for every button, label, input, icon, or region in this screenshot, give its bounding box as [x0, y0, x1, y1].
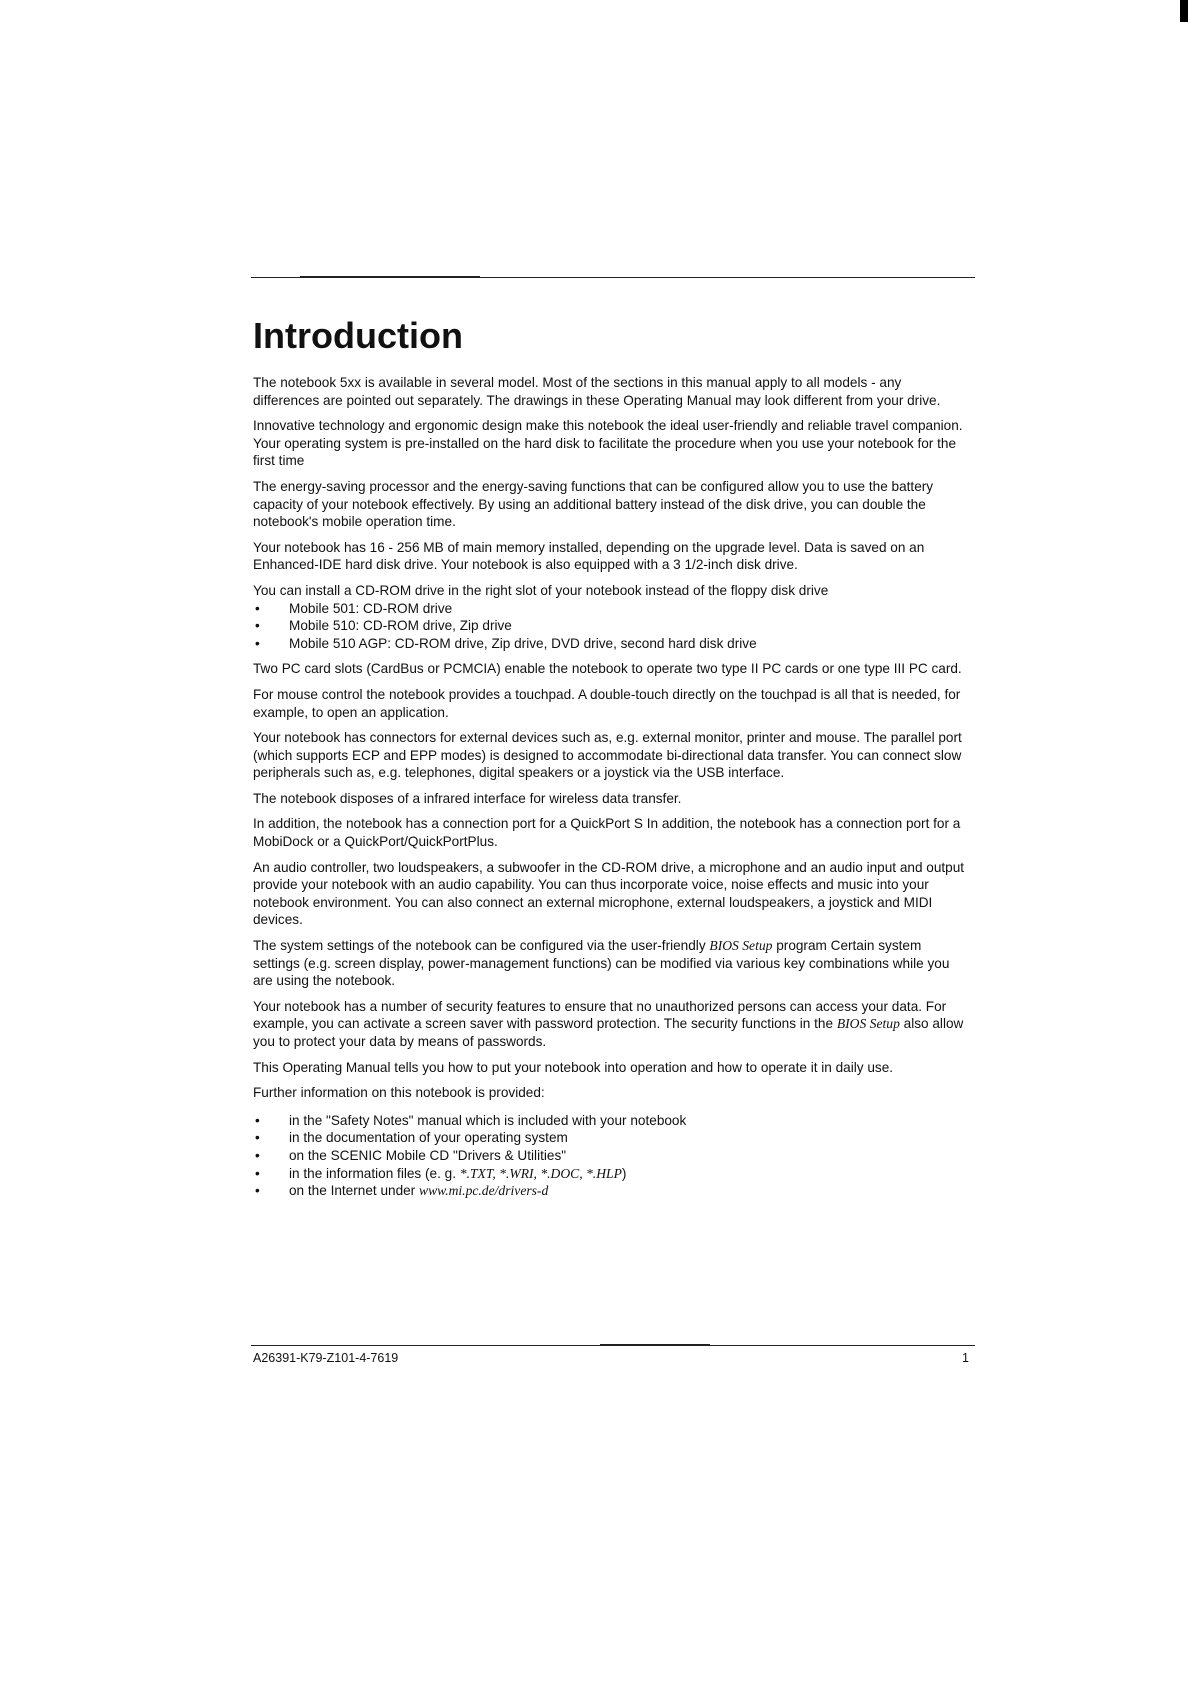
- paragraph-connectors: Your notebook has connectors for external devices such as, e.g. external monitor, printer and mouse. The parallel port (which supports ECP and EPP modes) is designed to accommodate bi-directional data transfer. You can connect slow peripherals such as, e.g. telephones, digital speakers or a joystick via the USB interface.: [253, 730, 962, 781]
- paragraph-infrared: The notebook disposes of a infrared interface for wireless data transfer.: [253, 790, 682, 806]
- page-content: [253, 314, 965, 1208]
- list-item: • on the Internet under www.mi.pc.de/drivers-d: [255, 1183, 549, 1199]
- bullet-icon: •: [255, 1165, 260, 1181]
- list-item: • in the "Safety Notes" manual which is included with your notebook: [255, 1112, 687, 1128]
- list-item: • in the documentation of your operating system: [255, 1130, 568, 1146]
- paragraph-manual: This Operating Manual tells you how to put your notebook into operation and how to operate it in daily use.: [253, 1059, 894, 1075]
- bullet-icon: •: [255, 1147, 260, 1163]
- bullet-icon: •: [255, 1112, 260, 1128]
- list-item: • on the SCENIC Mobile CD "Drivers & Utilities": [255, 1147, 567, 1163]
- list-item: • in the information files (e. g. *.TXT, *.WRI, *.DOC, *.HLP): [255, 1165, 627, 1181]
- bullet-icon: •: [255, 600, 260, 616]
- scan-edge-mark: [1180, 0, 1188, 22]
- paragraph-touchpad: For mouse control the notebook provides a touchpad. A double-touch directly on the touchpad is all that is needed, for example, to open an application.: [253, 686, 961, 720]
- document-number: A26391-K79-Z101-4-7619: [253, 1351, 399, 1365]
- paragraph-security: Your notebook has a number of security features to ensure that no unauthorized persons can access your data. For example, you can activate a screen saver with password protection. The security functions in the BIOS Setup also allow you to protect your data by means of passwords.: [253, 998, 964, 1049]
- paragraph-memory: Your notebook has 16 - 256 MB of main memory installed, depending on the upgrade level. Data is saved on an Enhanced-IDE hard disk drive. Your notebook is also equipped with a 3 1/2-inch disk drive.: [253, 539, 925, 573]
- paragraph-design: Innovative technology and ergonomic design make this notebook the ideal user-friendly and reliable travel companion. Your operating system is pre-installed on the hard disk to facilitate the procedure when you use your notebook for the first time: [253, 418, 963, 469]
- bullet-icon: •: [255, 1130, 260, 1146]
- list-item: • Mobile 510 AGP: CD-ROM drive, Zip drive, DVD drive, second hard disk drive: [255, 635, 757, 651]
- paragraph-energy: The energy-saving processor and the energy-saving functions that can be configured allow you to use the battery capacity of your notebook effectively. By using an additional battery instead of the disk drive, you can double the notebook's mobile operation time.: [253, 478, 934, 530]
- bullet-icon: •: [255, 635, 260, 651]
- paragraph-further-info: Further information on this notebook is provided:: [253, 1085, 545, 1101]
- drive-options-list: [253, 600, 965, 653]
- footer-rule-accent: [600, 1344, 710, 1346]
- list-item: • Mobile 510: CD-ROM drive, Zip drive: [255, 618, 512, 634]
- paragraph-models: The notebook 5xx is available in several model. Most of the sections in this manual apply to all models - any differences are pointed out separately. The drawings in these Operating Manual may look different from your drive.: [253, 375, 941, 408]
- internet-url: www.mi.pc.de/drivers-d: [419, 1183, 549, 1199]
- list-item: • Mobile 501: CD-ROM drive: [255, 600, 453, 616]
- paragraph-pc-cards: Two PC card slots (CardBus or PCMCIA) enable the notebook to operate two type II PC cards or one type III PC card.: [253, 661, 962, 677]
- paragraph-audio: An audio controller, two loudspeakers, a subwoofer in the CD-ROM drive, a microphone and an audio input and output provide your notebook with an audio capability. You can thus incorporate voice, noise effects and music into your notebook environment. You can also connect an external microphone, external loudspeakers, a joystick and MIDI devices.: [253, 859, 965, 928]
- bullet-icon: •: [255, 618, 260, 634]
- paragraph-cdrom: You can install a CD-ROM drive in the right slot of your notebook instead of the floppy disk drive: [253, 582, 829, 598]
- header-rule-accent: [300, 276, 480, 278]
- page-number: 1: [962, 1351, 969, 1365]
- page-title: Introduction: [253, 315, 463, 356]
- info-sources-list: [253, 1112, 965, 1200]
- paragraph-quickport: In addition, the notebook has a connection port for a QuickPort S In addition, the notebook has a connection port for a MobiDock or a QuickPort/QuickPortPlus.: [253, 816, 961, 850]
- paragraph-bios: The system settings of the notebook can be configured via the user-friendly BIOS Setup program Certain system settings (e.g. screen display, power-management functions) can be modified via various key combinations while you are using the notebook.: [253, 938, 950, 989]
- bullet-icon: •: [255, 1183, 260, 1199]
